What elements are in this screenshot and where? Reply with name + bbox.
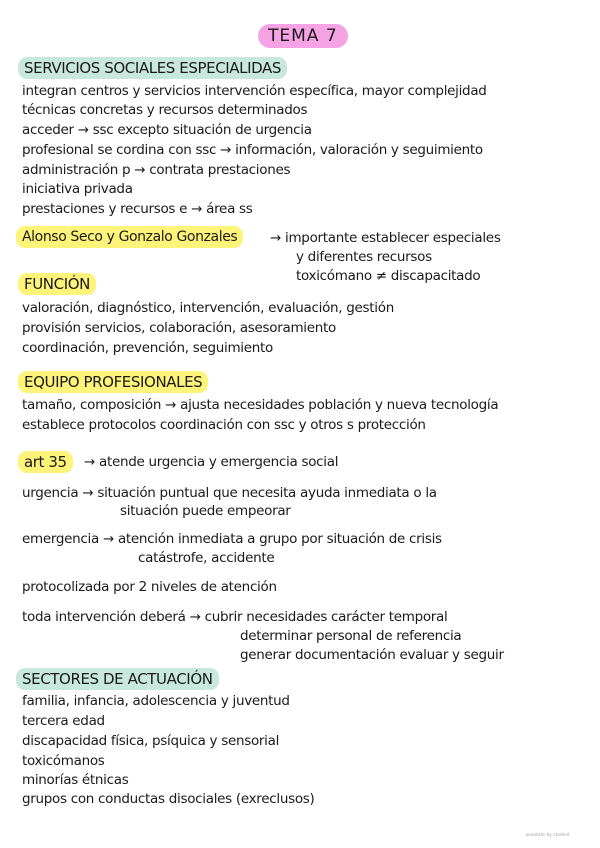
urgencia-line: urgencia → situación puntual que necesita ayuda inmediata o la xyxy=(22,485,437,501)
funcion-line: valoración, diagnóstico, intervención, evaluación, gestión xyxy=(22,300,394,316)
toda-intervencion-line: determinar personal de referencia xyxy=(240,628,462,644)
art35-text: → atende urgencia y emergencia social xyxy=(84,454,339,470)
sectores-line: familia, infancia, adolescencia y juventud xyxy=(22,693,290,709)
sectores-line: discapacidad física, psíquica y sensorial xyxy=(22,733,280,749)
page-title: TEMA 7 xyxy=(258,24,348,48)
servicios-line: administración p → contrata prestaciones xyxy=(22,162,291,178)
authors-highlight: Alonso Seco y Gonzalo Gonzales xyxy=(16,226,243,248)
authors-continuation: y diferentes recursos xyxy=(296,249,432,265)
authors-continuation: toxicómano ≠ discapacitado xyxy=(296,268,481,284)
servicios-line: iniciativa privada xyxy=(22,181,133,197)
sectores-line: toxicómanos xyxy=(22,753,105,769)
toda-intervencion-line: generar documentación evaluar y seguir xyxy=(240,647,504,663)
art35-highlight: art 35 xyxy=(18,451,73,473)
section-heading-servicios: SERVICIOS SOCIALES ESPECIALIDAS xyxy=(18,57,287,79)
servicios-line: acceder → ssc excepto situación de urgencia xyxy=(22,122,312,138)
protocolizada-line: protocolizada por 2 niveles de atención xyxy=(22,579,277,595)
funcion-line: provisión servicios, colaboración, asesoramiento xyxy=(22,320,336,336)
sectores-line: grupos con conductas disociales (exreclusos) xyxy=(22,791,315,807)
emergencia-line: emergencia → atención inmediata a grupo por situación de crisis xyxy=(22,531,442,547)
servicios-line: integran centros y servicios intervención específica, mayor complejidad xyxy=(22,83,487,99)
section-heading-funcion: FUNCIÓN xyxy=(18,273,96,295)
section-heading-sectores: SECTORES DE ACTUACIÓN xyxy=(16,668,219,690)
servicios-line: técnicas concretas y recursos determinados xyxy=(22,102,308,118)
equipo-line: establece protocolos coordinación con ssc y otros s protección xyxy=(22,417,426,433)
authors-arrow-text: → importante establecer especiales xyxy=(270,230,501,246)
funcion-line: coordinación, prevención, seguimiento xyxy=(22,340,273,356)
section-heading-equipo: EQUIPO PROFESIONALES xyxy=(18,371,208,393)
urgencia-line: situación puede empeorar xyxy=(120,503,291,519)
sectores-line: minorías étnicas xyxy=(22,772,129,788)
equipo-line: tamaño, composición → ajusta necesidades población y nueva tecnología xyxy=(22,397,499,413)
sectores-line: tercera edad xyxy=(22,713,105,729)
servicios-line: profesional se cordina con ssc → información, valoración y seguimiento xyxy=(22,142,483,158)
emergencia-line: catástrofe, accidente xyxy=(138,550,275,566)
toda-intervencion-line: toda intervención deberá → cubrir necesidades carácter temporal xyxy=(22,609,448,625)
footer-watermark: annotate by student xyxy=(525,832,570,837)
servicios-line: prestaciones y recursos e → área ss xyxy=(22,201,253,217)
